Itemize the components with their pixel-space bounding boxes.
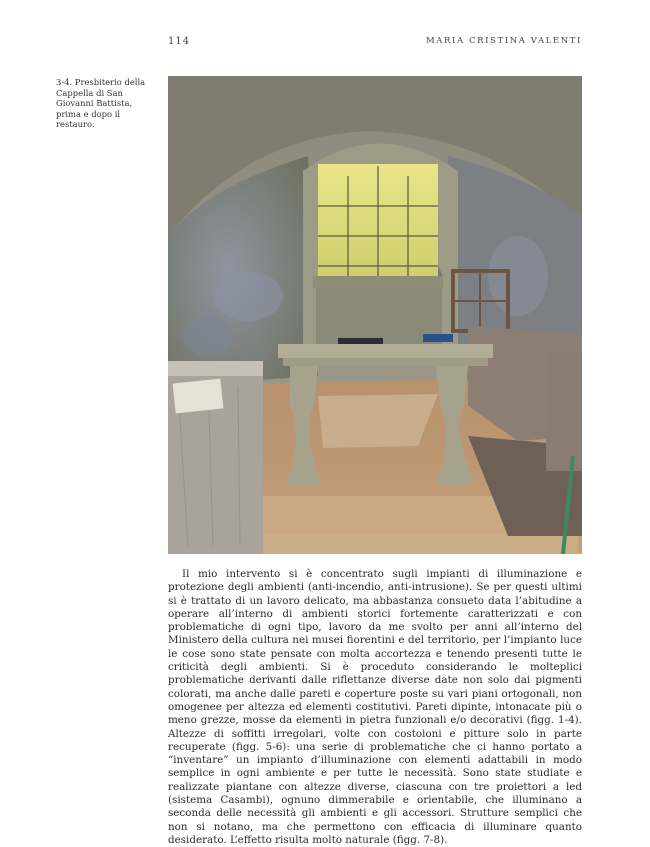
chapel-photograph [168, 76, 582, 554]
body-paragraph: Il mio intervento si è concentrato sugli impianti di illuminazione e protezione degli ambienti (anti-incendio, anti-intrusione). Se per questi ultimi si è trattato di un lavoro delicato, ma abbastanza consueto data l’abitudine a operare all’interno di ambienti storici fortemente caratterizzati e con problematiche di ogni tipo, lavoro da me svolto per anni all’interno del Ministero della cultura nei musei fiorentini e del territorio, per l’impianto luce le cose sono state pensate con molta accortezza e tenendo presenti tutte le criticità degli ambienti. Si è proceduto considerando le molteplici problematiche derivanti dalle riflettanze diverse date non solo dai pigmenti colorati, ma anche dalle pareti e coperture poste su vari piani ortogonali, non omogenee per altezza ed elementi costitutivi. Pareti dipinte, intonacate più o meno grezze, mosse da elementi in pietra funzionali e/o decorativi (figg. 1-4). Altezze di soffitti irregolari, volte con costoloni e pitture solo in parte recuperate (figg. 5-6): una serie di problematiche che ci hanno portato a “inventare” un impianto d’illuminazione con elementi adattabili in modo semplice in ogni ambiente e per tutte le necessità. Sono state studiate e realizzate piantane con altezze diverse, ciascuna con tre proiettori a led (sistema Casambi), ognuno dimmerabile e orientabile, che illuminano a seconda delle necessità gli ambienti e gli accessori. Strutture semplici che non si notano, ma che permettono con efficacia di illuminare quanto desiderato. L’effetto risulta molto naturale (figg. 7-8). [168, 568, 582, 846]
figure-caption: 3-4. Presbiterio della Cappella di San Giovanni Battista, prima e dopo il restauro. [56, 77, 146, 130]
running-head: MARIA CRISTINA VALENTI [425, 36, 582, 46]
main-text [168, 568, 582, 847]
page-number: 114 [168, 36, 191, 47]
